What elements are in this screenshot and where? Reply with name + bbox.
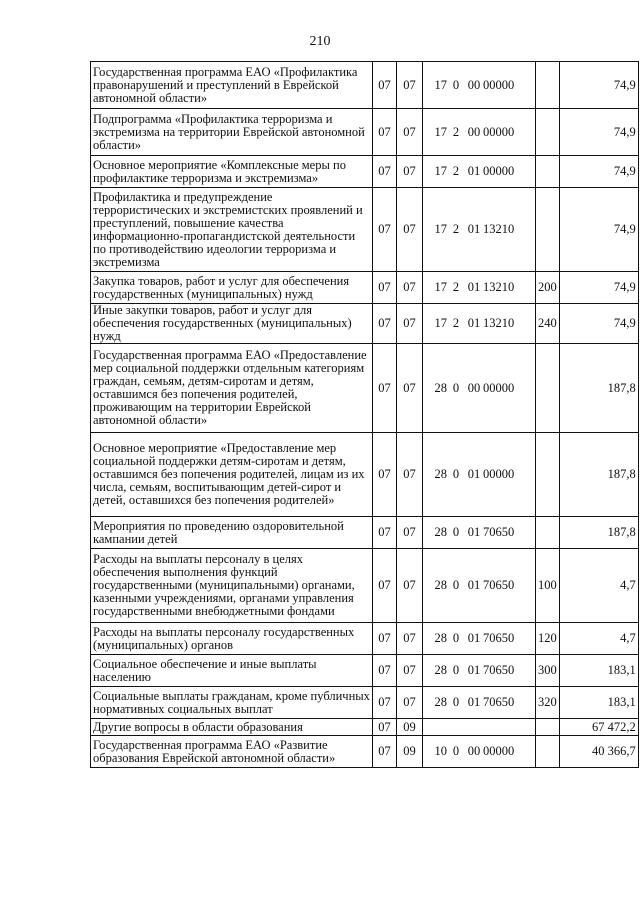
row-rz: 07 bbox=[373, 109, 397, 156]
csr-event: 00 bbox=[467, 124, 481, 139]
csr-event: 00 bbox=[467, 77, 481, 92]
csr-event: 01 bbox=[467, 467, 481, 481]
row-pr: 07 bbox=[397, 623, 423, 655]
row-pr: 07 bbox=[397, 188, 423, 272]
row-name: Мероприятия по проведению оздоровительной кампании детей bbox=[91, 517, 373, 549]
row-pr: 07 bbox=[397, 655, 423, 687]
row-pr: 09 bbox=[397, 719, 423, 736]
table-row bbox=[91, 549, 639, 623]
csr-event: 01 bbox=[467, 280, 481, 294]
row-csr bbox=[423, 188, 536, 272]
row-name: Расходы на выплаты персоналу в целях обеспечения выполнения функций государственными (муниципальными) органами, казенными учреждениями, органами управления государственными внебюджетными фондами bbox=[91, 549, 373, 623]
row-csr bbox=[423, 655, 536, 687]
row-name: Государственная программа ЕАО «Профилактика правонарушений и преступлений в Еврейской автономной области» bbox=[91, 62, 373, 109]
row-csr bbox=[423, 687, 536, 719]
table-row bbox=[91, 687, 639, 719]
csr-subprogram: 2 bbox=[452, 164, 460, 178]
row-amount: 74,9 bbox=[559, 62, 638, 109]
table-row bbox=[91, 156, 639, 188]
row-csr bbox=[423, 62, 536, 109]
table-row bbox=[91, 623, 639, 655]
row-rz: 07 bbox=[373, 433, 397, 517]
csr-event: 01 bbox=[467, 631, 481, 645]
csr-program: 28 bbox=[434, 467, 447, 481]
row-vr: 120 bbox=[536, 623, 560, 655]
csr-program: 28 bbox=[434, 380, 447, 395]
csr-event: 01 bbox=[467, 164, 481, 178]
row-vr: 200 bbox=[536, 272, 560, 304]
row-amount: 74,9 bbox=[559, 109, 638, 156]
table-row bbox=[91, 517, 639, 549]
csr-direction: 00000 bbox=[483, 744, 515, 758]
table-row bbox=[91, 344, 639, 433]
row-vr bbox=[536, 109, 560, 156]
csr-program: 28 bbox=[434, 695, 447, 709]
table-row bbox=[91, 304, 639, 344]
row-amount: 74,9 bbox=[559, 272, 638, 304]
csr-program: 17 bbox=[434, 316, 447, 330]
row-rz: 07 bbox=[373, 736, 397, 768]
table-row bbox=[91, 62, 639, 109]
row-name: Основное мероприятие «Комплексные меры по профилактике терроризма и экстремизма» bbox=[91, 156, 373, 188]
table-row bbox=[91, 433, 639, 517]
csr-program: 17 bbox=[434, 280, 447, 294]
csr-subprogram: 0 bbox=[452, 77, 460, 92]
row-name: Основное мероприятие «Предоставление мер социальной поддержки детям-сиротам и детям, оставшимся без попечения родителей, лицам из их числа, семьям, воспитывающим детей-сирот и детей, оставшихся без попечения родителей» bbox=[91, 433, 373, 517]
row-vr bbox=[536, 719, 560, 736]
row-amount: 74,9 bbox=[559, 188, 638, 272]
csr-direction: 13210 bbox=[483, 316, 515, 330]
table-row bbox=[91, 655, 639, 687]
row-rz: 07 bbox=[373, 549, 397, 623]
row-amount: 74,9 bbox=[559, 304, 638, 344]
csr-program: 28 bbox=[434, 525, 447, 539]
csr-direction: 00000 bbox=[483, 380, 515, 395]
row-csr bbox=[423, 344, 536, 433]
csr-direction: 13210 bbox=[483, 222, 515, 236]
row-rz: 07 bbox=[373, 156, 397, 188]
csr-subprogram: 2 bbox=[452, 316, 460, 330]
row-pr: 09 bbox=[397, 736, 423, 768]
csr-direction: 70650 bbox=[483, 663, 515, 677]
table-row bbox=[91, 109, 639, 156]
csr-event: 01 bbox=[467, 663, 481, 677]
table-row bbox=[91, 188, 639, 272]
row-pr: 07 bbox=[397, 687, 423, 719]
row-name: Профилактика и предупреждение террористических и экстремистских проявлений и преступлений, повышение качества информационно-пропагандистской деятельности по противодействию идеологии терроризма и экстремизма bbox=[91, 188, 373, 272]
row-name: Социальные выплаты гражданам, кроме публичных нормативных социальных выплат bbox=[91, 687, 373, 719]
row-vr bbox=[536, 188, 560, 272]
csr-program: 17 bbox=[434, 77, 447, 92]
csr-direction: 70650 bbox=[483, 695, 515, 709]
row-pr: 07 bbox=[397, 272, 423, 304]
row-csr bbox=[423, 719, 536, 736]
csr-subprogram: 0 bbox=[452, 525, 460, 539]
csr-subprogram: 0 bbox=[452, 663, 460, 677]
row-rz: 07 bbox=[373, 623, 397, 655]
csr-event: 00 bbox=[467, 744, 481, 758]
row-amount: 187,8 bbox=[559, 517, 638, 549]
row-rz: 07 bbox=[373, 517, 397, 549]
row-rz: 07 bbox=[373, 272, 397, 304]
row-amount: 74,9 bbox=[559, 156, 638, 188]
row-pr: 07 bbox=[397, 344, 423, 433]
row-pr: 07 bbox=[397, 549, 423, 623]
row-csr bbox=[423, 109, 536, 156]
csr-event: 01 bbox=[467, 578, 481, 592]
row-csr bbox=[423, 517, 536, 549]
row-rz: 07 bbox=[373, 344, 397, 433]
budget-table bbox=[90, 61, 639, 768]
row-name: Иные закупки товаров, работ и услуг для обеспечения государственных (муниципальных) нужд bbox=[91, 304, 373, 344]
row-amount: 4,7 bbox=[559, 623, 638, 655]
row-amount: 67 472,2 bbox=[559, 719, 638, 736]
csr-event: 00 bbox=[467, 380, 481, 395]
csr-direction: 70650 bbox=[483, 631, 515, 645]
csr-subprogram: 0 bbox=[452, 744, 460, 758]
row-rz: 07 bbox=[373, 687, 397, 719]
csr-program: 28 bbox=[434, 631, 447, 645]
row-csr bbox=[423, 272, 536, 304]
csr-program: 28 bbox=[434, 663, 447, 677]
row-name: Государственная программа ЕАО «Развитие образования Еврейской автономной области» bbox=[91, 736, 373, 768]
row-csr bbox=[423, 549, 536, 623]
csr-subprogram: 0 bbox=[452, 695, 460, 709]
row-csr bbox=[423, 623, 536, 655]
csr-program: 17 bbox=[434, 124, 447, 139]
row-name: Закупка товаров, работ и услуг для обеспечения государственных (муниципальных) нужд bbox=[91, 272, 373, 304]
row-pr: 07 bbox=[397, 517, 423, 549]
row-vr bbox=[536, 517, 560, 549]
csr-event: 01 bbox=[467, 222, 481, 236]
csr-program: 10 bbox=[434, 744, 447, 758]
row-vr bbox=[536, 433, 560, 517]
row-name: Подпрограмма «Профилактика терроризма и экстремизма на территории Еврейской автономной области» bbox=[91, 109, 373, 156]
row-vr bbox=[536, 62, 560, 109]
csr-direction: 00000 bbox=[483, 467, 515, 481]
csr-program: 17 bbox=[434, 222, 447, 236]
csr-direction: 70650 bbox=[483, 578, 515, 592]
row-pr: 07 bbox=[397, 109, 423, 156]
table-row bbox=[91, 736, 639, 768]
csr-subprogram: 2 bbox=[452, 222, 460, 236]
row-vr: 320 bbox=[536, 687, 560, 719]
row-vr: 300 bbox=[536, 655, 560, 687]
csr-subprogram: 0 bbox=[452, 380, 460, 395]
row-amount: 183,1 bbox=[559, 655, 638, 687]
csr-subprogram: 0 bbox=[452, 578, 460, 592]
row-rz: 07 bbox=[373, 719, 397, 736]
table-row bbox=[91, 719, 639, 736]
csr-event: 01 bbox=[467, 316, 481, 330]
row-amount: 187,8 bbox=[559, 344, 638, 433]
row-csr bbox=[423, 736, 536, 768]
row-name: Социальное обеспечение и иные выплаты населению bbox=[91, 655, 373, 687]
csr-direction: 00000 bbox=[483, 77, 515, 92]
csr-subprogram: 2 bbox=[452, 124, 460, 139]
csr-direction: 00000 bbox=[483, 124, 515, 139]
csr-program: 28 bbox=[434, 578, 447, 592]
csr-subprogram: 0 bbox=[452, 467, 460, 481]
row-csr bbox=[423, 156, 536, 188]
row-rz: 07 bbox=[373, 655, 397, 687]
row-vr: 240 bbox=[536, 304, 560, 344]
row-vr bbox=[536, 344, 560, 433]
csr-event: 01 bbox=[467, 525, 481, 539]
row-rz: 07 bbox=[373, 304, 397, 344]
row-pr: 07 bbox=[397, 433, 423, 517]
row-amount: 40 366,7 bbox=[559, 736, 638, 768]
row-name: Другие вопросы в области образования bbox=[91, 719, 373, 736]
row-vr: 100 bbox=[536, 549, 560, 623]
row-vr bbox=[536, 156, 560, 188]
table-row bbox=[91, 272, 639, 304]
row-csr bbox=[423, 304, 536, 344]
csr-direction: 70650 bbox=[483, 525, 515, 539]
row-name: Государственная программа ЕАО «Предоставление мер социальной поддержки отдельным категориям граждан, семьям, детям-сиротам и детям, оставшимся без попечения родителей, проживающим на территории Еврейской автономной области» bbox=[91, 344, 373, 433]
row-pr: 07 bbox=[397, 156, 423, 188]
csr-direction: 13210 bbox=[483, 280, 515, 294]
csr-event: 01 bbox=[467, 695, 481, 709]
csr-direction: 00000 bbox=[483, 164, 515, 178]
csr-program: 17 bbox=[434, 164, 447, 178]
row-amount: 183,1 bbox=[559, 687, 638, 719]
row-rz: 07 bbox=[373, 62, 397, 109]
row-pr: 07 bbox=[397, 62, 423, 109]
row-rz: 07 bbox=[373, 188, 397, 272]
row-vr bbox=[536, 736, 560, 768]
csr-subprogram: 2 bbox=[452, 280, 460, 294]
row-amount: 4,7 bbox=[559, 549, 638, 623]
page-number: 210 bbox=[309, 34, 331, 49]
row-amount: 187,8 bbox=[559, 433, 638, 517]
row-name: Расходы на выплаты персоналу государственных (муниципальных) органов bbox=[91, 623, 373, 655]
csr-subprogram: 0 bbox=[452, 631, 460, 645]
row-pr: 07 bbox=[397, 304, 423, 344]
row-csr bbox=[423, 433, 536, 517]
